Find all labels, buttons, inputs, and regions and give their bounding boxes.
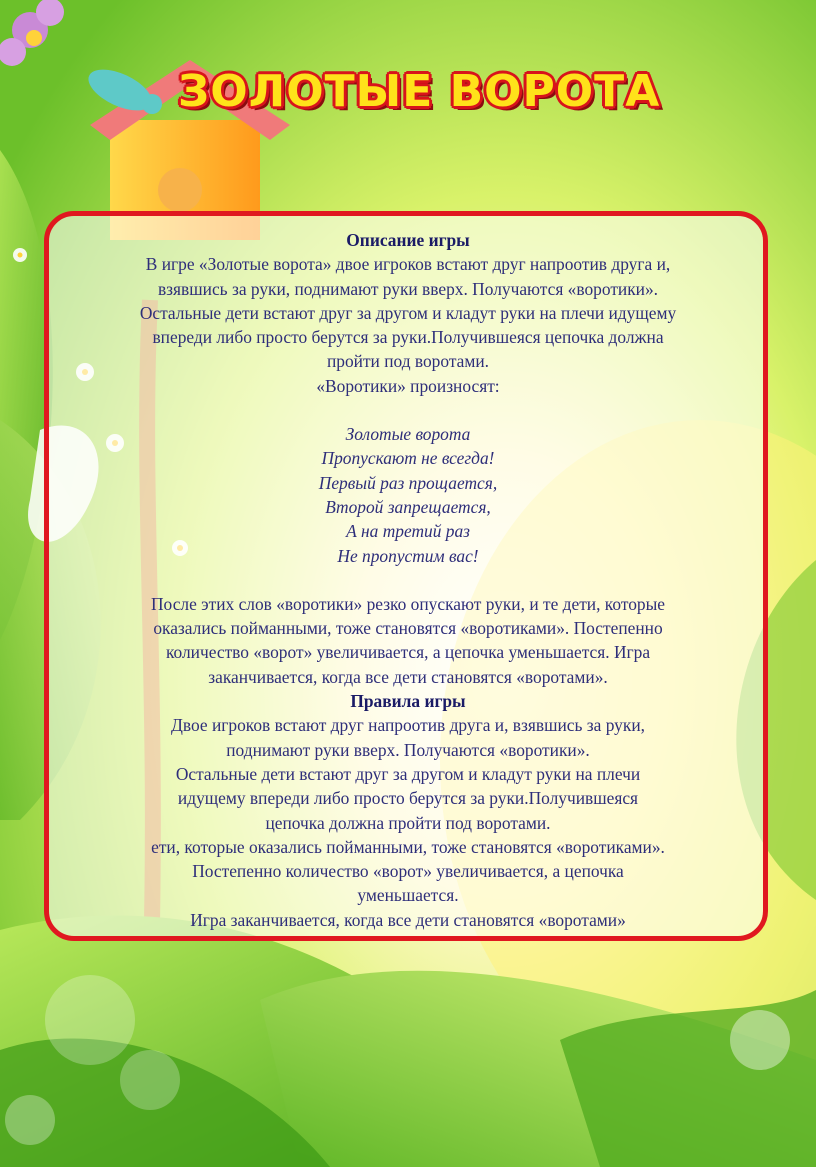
page-title: ЗОЛОТЫЕ ВОРОТА xyxy=(178,66,661,117)
poem-line: Золотые ворота xyxy=(345,424,471,445)
rules-line: цепочка должна пройти под воротами. xyxy=(265,812,551,833)
after-poem-line: количество «ворот» увеличивается, а цепочка уменьшается. Игра xyxy=(165,642,651,663)
description-line: В игре «Золотые ворота» двое игроков встают друг напроотив друга и, xyxy=(145,254,671,275)
rules-line: уменьшается. xyxy=(357,885,459,906)
poem-line: Второй запрещается, xyxy=(325,496,491,517)
rules-heading: Правила игры xyxy=(350,691,466,712)
rules-line: Постепенно количество «ворот» увеличивается, а цепочка xyxy=(192,861,624,882)
rules-line: Остальные дети встают друг за другом и кладут руки на плечи xyxy=(175,763,641,784)
poem-line: Не пропустим вас! xyxy=(337,545,479,566)
description-line: пройти под воротами. xyxy=(326,351,490,372)
rules-line: Двое игроков встают друг напроотив друга и, взявшись за руки, xyxy=(171,715,645,736)
rules-line: ети, которые оказались пойманными, тоже становятся «воротиками». xyxy=(151,836,665,857)
rules-line: Игра заканчивается, когда все дети становятся «воротами» xyxy=(190,909,626,930)
description-line: впереди либо просто берутся за руки.Получившеяся цепочка должна xyxy=(152,327,664,348)
poem-line: А на третий раз xyxy=(346,521,470,542)
after-poem-line: оказались пойманными, тоже становятся «воротиками». Постепенно xyxy=(153,618,663,639)
poem-line: Пропускают не всегда! xyxy=(321,448,495,469)
rules-line: поднимают руки вверх. Получаются «воротики». xyxy=(226,739,590,760)
after-poem-line: После этих слов «воротики» резко опускают руки, и те дети, которые xyxy=(151,593,665,614)
after-poem-line: заканчивается, когда все дети становятся «воротами». xyxy=(208,666,608,687)
description-line: взявшись за руки, поднимают руки вверх. Получаются «воротики». xyxy=(157,278,659,299)
poem-line: Первый раз прощается, xyxy=(318,472,498,493)
description-heading: Описание игры xyxy=(346,230,470,250)
game-text xyxy=(58,228,758,932)
description-line: «Воротики» произносят: xyxy=(316,375,500,396)
rules-line: идущему впереди либо просто берутся за руки.Получившеяся xyxy=(177,788,639,809)
description-line: Остальные дети встают друг за другом и кладут руки на плечи идущему xyxy=(139,302,677,323)
